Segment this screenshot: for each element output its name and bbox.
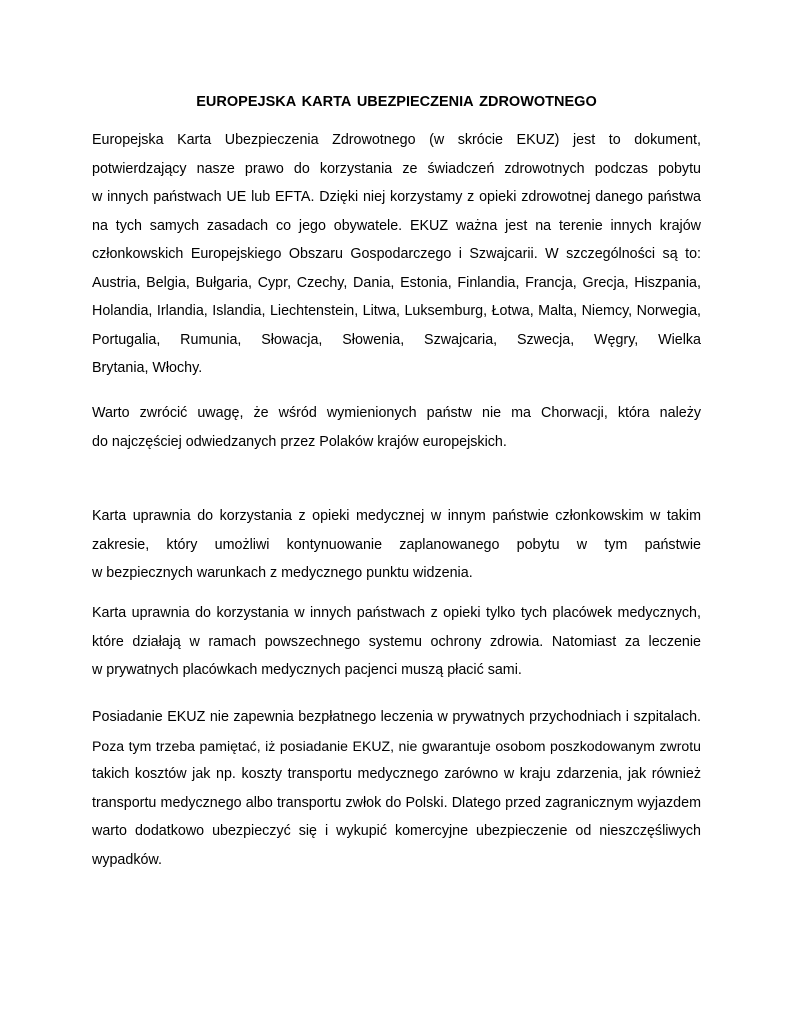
paragraph-line: Karta uprawnia do korzystania z opieki medycznej w innym państwie członkowskim w takim — [92, 508, 701, 524]
paragraph-line: które działają w ramach powszechnego systemu ochrony zdrowia. Natomiast za leczenie — [92, 633, 701, 650]
paragraph-line: w bezpiecznych warunkach z medycznego punktu widzenia. — [92, 565, 473, 581]
paragraph-public-facilities — [92, 599, 701, 685]
paragraph-ekuz-definition — [92, 126, 701, 383]
paragraph-line: Europejska Karta Ubezpieczenia Zdrowotnego (w skrócie EKUZ) jest to dokument, — [92, 132, 701, 148]
paragraph-line: takich kosztów jak np. koszty transportu medycznego zarówno w kraju zdarzenia, jak również — [92, 766, 701, 782]
paragraph-line: Brytania, Włochy. — [92, 360, 203, 376]
paragraph-line: Warto zwrócić uwagę, że wśród wymienionych państw nie ma Chorwacji, która należy — [92, 405, 701, 421]
paragraph-line: wypadków. — [92, 851, 162, 868]
paragraph-line: Posiadanie EKUZ nie zapewnia bezpłatnego leczenia w prywatnych przychodniach i szpitalach. — [92, 709, 701, 725]
paragraph-line: członkowskich Europejskiego Obszaru Gospodarczego i Szwajcarii. W szczególności są to: — [92, 246, 701, 262]
paragraph-line: Holandia, Irlandia, Islandia, Liechtenstein, Litwa, Luksemburg, Łotwa, Malta, Niemcy, Norwegia, — [92, 303, 701, 319]
paragraph-line: potwierdzający nasze prawo do korzystania ze świadczeń zdrowotnych podczas pobytu — [92, 160, 701, 177]
paragraph-line: na tych samych zasadach co jego obywatele. EKUZ ważna jest na terenie innych krajów — [92, 217, 701, 234]
paragraph-line: Portugalia, Rumunia, Słowacja, Słowenia, Szwajcaria, Szwecja, Węgry, Wielka — [92, 331, 701, 348]
paragraph-line: w innych państwach UE lub EFTA. Dzięki niej korzystamy z opieki zdrowotnej danego państwa — [92, 189, 701, 205]
paragraph-line: Karta uprawnia do korzystania w innych państwach z opieki tylko tych placówek medycznych, — [92, 605, 701, 621]
paragraph-line: zakresie, który umożliwi kontynuowanie zaplanowanego pobytu w tym państwie — [92, 536, 701, 553]
paragraph-line: Poza tym trzeba pamiętać, iż posiadanie EKUZ, nie gwarantuje osobom poszkodowanym zwrotu — [92, 737, 701, 754]
paragraph-line: do najczęściej odwiedzanych przez Polaków krajów europejskich. — [92, 433, 507, 450]
paragraph-line: w prywatnych placówkach medycznych pacjenci muszą płacić sami. — [92, 662, 522, 678]
paragraph-line: transportu medycznego albo transportu zwłok do Polski. Dlatego przed zagranicznym wyjazdem — [92, 794, 701, 811]
document-title: EUROPEJSKA KARTA UBEZPIECZENIA ZDROWOTNEGO — [196, 94, 597, 110]
paragraph-line: warto dodatkowo ubezpieczyć się i wykupić komercyjne ubezpieczenie od nieszczęśliwych — [92, 823, 701, 839]
paragraph-scope — [92, 502, 701, 588]
paragraph-croatia-note — [92, 399, 701, 456]
paragraph-line: Austria, Belgia, Bułgaria, Cypr, Czechy, Dania, Estonia, Finlandia, Francja, Grecja, Hiszpania, — [92, 274, 701, 291]
paragraph-limitations — [92, 703, 701, 874]
